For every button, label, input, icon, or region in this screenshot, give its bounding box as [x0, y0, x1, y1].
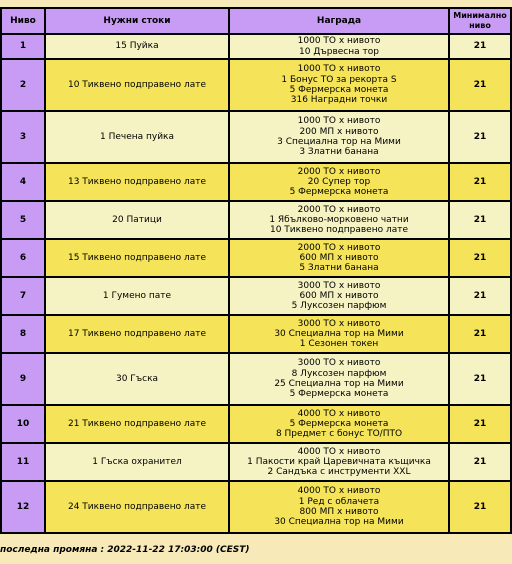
reward-line: 20 Супер тор	[307, 176, 371, 187]
table-row	[1, 481, 511, 533]
reward-line: 1000 ТО x нивото	[297, 36, 381, 47]
reward-line: 1000 ТО x нивото	[297, 64, 381, 75]
table-row	[1, 34, 511, 59]
reward-line: 4000 ТО x нивото	[297, 446, 381, 457]
reward-line: 5 Фермерска монета	[289, 85, 389, 95]
table-row	[1, 111, 511, 163]
reward-line: 2000 ТО x нивото	[297, 242, 381, 253]
reward-line: 5 Фермерска монета	[289, 418, 389, 429]
goods-cell: 1 Гумено пате	[45, 277, 229, 315]
reward-line: 200 МП x нивото	[299, 126, 379, 137]
reward-cell	[229, 315, 449, 353]
reward-line: 600 МП x нивото	[299, 290, 379, 301]
reward-line: 1 Ябълково-морковено чатни	[269, 214, 409, 225]
goods-cell: 15 Тиквено подправено лате	[45, 239, 229, 277]
level-cell: 11	[1, 443, 45, 481]
reward-line: 25 Специална тор на Мими	[274, 379, 404, 389]
level-cell: 5	[1, 201, 45, 239]
header-goods: Нужни стоки	[45, 8, 229, 34]
table-row	[1, 353, 511, 405]
reward-line: 1 Сезонен токен	[299, 339, 379, 350]
reward-cell	[229, 405, 449, 443]
header-level: Ниво	[1, 8, 45, 34]
reward-cell	[229, 277, 449, 315]
level-cell: 6	[1, 239, 45, 277]
reward-line: 8 Предмет с бонус ТО/ПТО	[275, 429, 403, 440]
goods-cell: 10 Тиквено подправено лате	[45, 59, 229, 111]
reward-line: 10 Дървесна тор	[299, 46, 379, 57]
min-level-cell: 21	[449, 34, 511, 59]
min-level-cell: 21	[449, 111, 511, 163]
reward-line: 3000 ТО x нивото	[297, 318, 381, 329]
level-cell: 7	[1, 277, 45, 315]
table-row	[1, 443, 511, 481]
table-header-row	[1, 8, 511, 34]
reward-line: 10 Тиквено подправено лате	[269, 225, 409, 236]
level-cell: 9	[1, 353, 45, 405]
reward-cell	[229, 481, 449, 533]
reward-line: 1000 ТО x нивото	[297, 116, 381, 127]
reward-line: 4000 ТО x нивото	[297, 408, 381, 419]
min-level-cell: 21	[449, 405, 511, 443]
min-level-cell: 21	[449, 59, 511, 111]
goods-cell: 17 Тиквено подправено лате	[45, 315, 229, 353]
table-row	[1, 59, 511, 111]
reward-cell	[229, 239, 449, 277]
min-level-cell: 21	[449, 315, 511, 353]
reward-cell	[229, 111, 449, 163]
table-body	[1, 34, 511, 533]
reward-line: 3000 ТО x нивото	[297, 358, 381, 369]
goods-cell: 21 Тиквено подправено лате	[45, 405, 229, 443]
min-level-cell: 21	[449, 443, 511, 481]
reward-line: 5 Фермерска монета	[289, 389, 389, 400]
min-level-cell: 21	[449, 201, 511, 239]
reward-cell	[229, 34, 449, 59]
reward-line: 2 Сандъка с инструменти XXL	[267, 467, 411, 478]
reward-line: 600 МП x нивото	[299, 252, 379, 263]
table-row	[1, 163, 511, 201]
goods-cell: 1 Гъска охранител	[45, 443, 229, 481]
level-cell: 2	[1, 59, 45, 111]
level-cell: 8	[1, 315, 45, 353]
table-row	[1, 405, 511, 443]
reward-line: 4000 ТО x нивото	[297, 486, 381, 497]
header-reward: Награда	[229, 8, 449, 34]
level-cell: 10	[1, 405, 45, 443]
reward-line: 30 Специална тор на Мими	[274, 328, 404, 339]
level-cell: 4	[1, 163, 45, 201]
goods-cell: 30 Гъска	[45, 353, 229, 405]
last-modified-note: последна промяна : 2022-11-22 17:03:00 (CEST)	[0, 545, 250, 555]
reward-line: 800 МП x нивото	[299, 507, 379, 517]
reward-line: 2000 ТО x нивото	[297, 166, 381, 177]
table-row	[1, 277, 511, 315]
goods-cell: 15 Пуйка	[45, 34, 229, 59]
goods-cell: 1 Печена пуйка	[45, 111, 229, 163]
reward-line: 3 Златни банана	[299, 147, 379, 158]
rewards-table	[0, 7, 512, 534]
reward-line: 5 Златни банана	[299, 263, 379, 274]
table-row	[1, 201, 511, 239]
reward-line: 30 Специална тор на Мими	[274, 517, 404, 528]
reward-line: 5 Фермерска монета	[289, 187, 389, 198]
table-row	[1, 315, 511, 353]
level-cell: 12	[1, 481, 45, 533]
min-level-cell: 21	[449, 277, 511, 315]
reward-line: 3 Специална тор на Мими	[277, 137, 401, 147]
reward-line: 2000 ТО x нивото	[297, 204, 381, 215]
goods-cell: 20 Патици	[45, 201, 229, 239]
min-level-cell: 21	[449, 353, 511, 405]
reward-cell	[229, 163, 449, 201]
reward-line: 8 Луксозен парфюм	[291, 368, 387, 379]
reward-line: 3000 ТО x нивото	[297, 280, 381, 291]
level-cell: 3	[1, 111, 45, 163]
reward-line: 1 Бонус ТО за рекорта S	[281, 74, 397, 85]
table-row	[1, 239, 511, 277]
reward-cell	[229, 443, 449, 481]
min-level-cell: 21	[449, 239, 511, 277]
min-level-cell: 21	[449, 163, 511, 201]
reward-line: 1 Пакости край Царевичната къщичка	[247, 456, 431, 467]
goods-cell: 24 Тиквено подправено лате	[45, 481, 229, 533]
goods-cell: 13 Тиквено подправено лате	[45, 163, 229, 201]
reward-line: 316 Наградни точки	[290, 95, 388, 106]
reward-cell	[229, 201, 449, 239]
min-level-cell: 21	[449, 481, 511, 533]
reward-line: 1 Ред с облачета	[298, 496, 380, 507]
reward-cell	[229, 59, 449, 111]
level-cell: 1	[1, 34, 45, 59]
reward-line: 5 Луксозен парфюм	[291, 301, 387, 312]
header-min-level: Минимално ниво	[449, 8, 511, 34]
reward-cell	[229, 353, 449, 405]
